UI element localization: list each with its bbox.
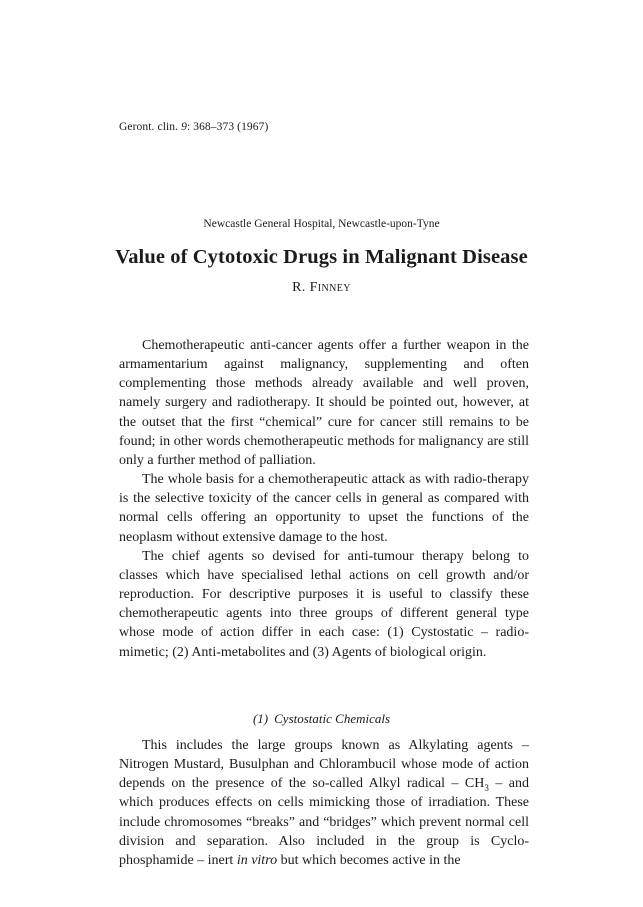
section-name: Cystostatic Chemicals xyxy=(274,711,391,726)
paragraph-4 xyxy=(119,736,529,870)
paragraph-4-part-b: – and which produces effects on cells mimicking those of irradiation. These include chromosomes “breaks” and “bridges” which prevent normal cell division and separation. Also included in the group is Cyclo-phosphamide – inert xyxy=(119,776,530,868)
citation-pages: : 368–373 (1967) xyxy=(186,121,269,133)
ch3-subscript: 3 xyxy=(484,783,489,794)
intro-text xyxy=(119,336,529,662)
in-vitro-italic: in vitro xyxy=(236,852,278,868)
article-title: Value of Cytotoxic Drugs in Malignant Disease xyxy=(115,246,528,268)
affiliation: Newcastle General Hospital, Newcastle-upon-Tyne xyxy=(203,218,440,230)
author-name: R. Finney xyxy=(292,280,351,295)
section-text xyxy=(119,736,529,870)
section-heading xyxy=(0,711,643,727)
paragraph-4-part-a: This includes the large groups known as Alkylating agents – Nitrogen Mustard, Busulphan and Chlorambucil whose mode of action depends on the presence of the so-called Alkyl radical – CH xyxy=(119,738,529,792)
citation-journal: Geront. clin. xyxy=(119,121,179,133)
paragraph-2: The whole basis for a chemotherapeutic attack as with radio-therapy is the selective toxicity of the cancer cells in general as compared with normal cells offering an opportunity to upset the functions of the neoplasm without extensive damage to the host. xyxy=(119,472,529,545)
paragraph-3: The chief agents so devised for anti-tumour therapy belong to classes which have specialised lethal actions on cell growth and/or reproduction. For descriptive purposes it is useful to classify these chemotherapeutic agents into three groups of different general type whose mode of action differ in each case: (1) Cystostatic – radio-mimetic; (2) Anti-metabolites and (3) Agents of biological origin. xyxy=(119,548,529,660)
paragraph-1: Chemotherapeutic anti-cancer agents offer a further weapon in the armamentarium against malignancy, supplementing and often complementing those methods already available and well proven, namely surgery and radiotherapy. It should be pointed out, however, at the outset that the first “chemical” cure for cancer still remains to be found; in other words chemotherapeutic methods for malignancy are still only a further method of palliation. xyxy=(119,338,529,468)
citation-volume: 9 xyxy=(181,121,187,133)
journal-citation xyxy=(119,121,268,133)
section-number: (1) xyxy=(252,711,269,726)
paragraph-4-part-c: but which becomes active in the xyxy=(277,852,461,868)
